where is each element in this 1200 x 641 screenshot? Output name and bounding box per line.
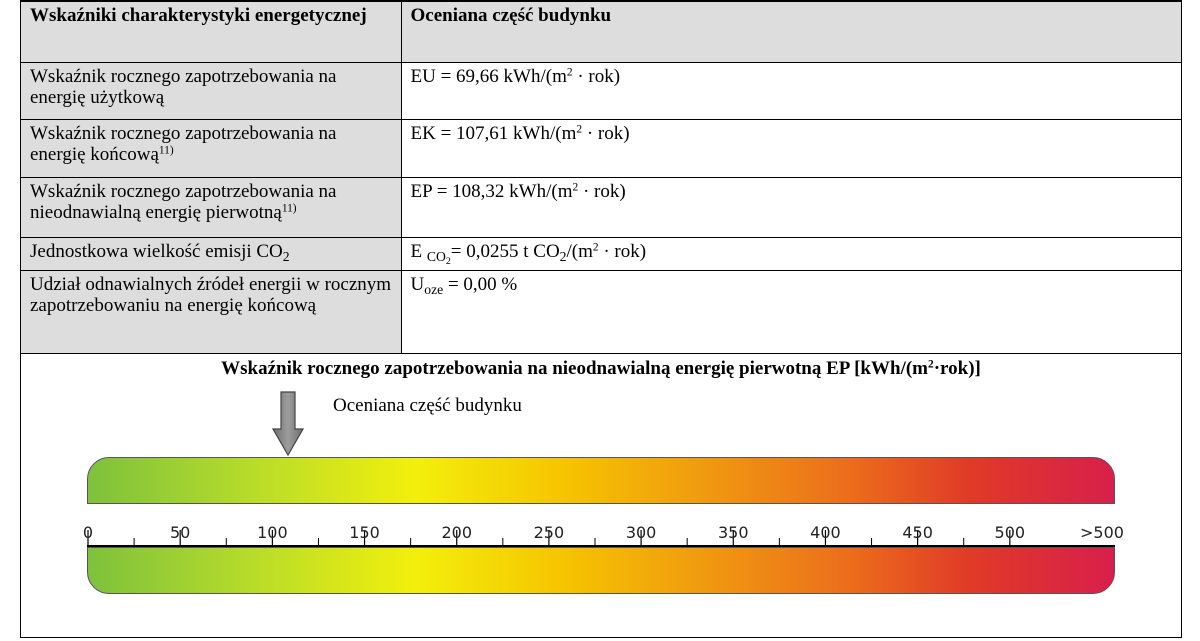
scale-tick-label: 400: [810, 523, 841, 542]
scale-title: Wskaźnik rocznego zapotrzebowania na nieodnawialną energię pierwotną EP $[kWh/(m^2\cdot rok)]$: [221, 358, 981, 379]
row-value-ep: EP = 108,32 kWh/$(m^2 \cdot rok)$: [401, 177, 1181, 237]
row-value-oze: $U_{oze} = 0,00$ %: [401, 270, 1181, 353]
scale-tick-label: 300: [625, 523, 657, 542]
row-label-co2: Jednostkowa wielkość emisji $CO_2$: [21, 237, 401, 270]
scale-tick-label: 250: [533, 523, 565, 542]
energy-scale-axis: [21, 2, 1181, 640]
scale-tick-label: 150: [349, 523, 380, 542]
header-indicators: Wskaźniki charakterystyki energetycznej: [21, 2, 401, 62]
row-value-eu: EU = 69,66 kWh/$(m^2 \cdot rok)$: [401, 62, 1181, 119]
row-value-co2: E $_{CO_2}$= 0,0255 t $CO_2/(m^2 \cdot rok)$: [401, 237, 1181, 270]
row-label-ep: Wskaźnik rocznego zapotrzebowania na nieodnawialną energię pierwotną$^{11)}$: [21, 177, 401, 237]
row-value-ek: EK = 107,61 kWh/$(m^2 \cdot rok)$: [401, 119, 1181, 177]
scale-tick-label: 500: [994, 523, 1026, 542]
row-label-ek: Wskaźnik rocznego zapotrzebowania na energię końcową$^{11)}$: [21, 119, 401, 177]
scale-tick-label: >500: [1080, 523, 1124, 542]
energy-certificate-section: [20, 0, 1182, 638]
header-assessed-part: Oceniana część budynku: [401, 2, 1181, 62]
row-label-oze: Udział odnawialnych źródeł energii w rocznym zapotrzebowaniu na energię końcową: [21, 270, 401, 353]
row-label-eu: Wskaźnik rocznego zapotrzebowania na energię użytkową: [21, 62, 401, 119]
scale-tick-label: 350: [717, 523, 749, 542]
scale-tick-label: 200: [441, 523, 473, 542]
scale-tick-label: 450: [902, 523, 933, 542]
scale-tick-label: 100: [257, 523, 288, 542]
scale-tick-label: 50: [170, 523, 191, 542]
assessed-part-label: Oceniana część budynku: [333, 395, 522, 416]
scale-tick-label: 0: [82, 523, 94, 542]
